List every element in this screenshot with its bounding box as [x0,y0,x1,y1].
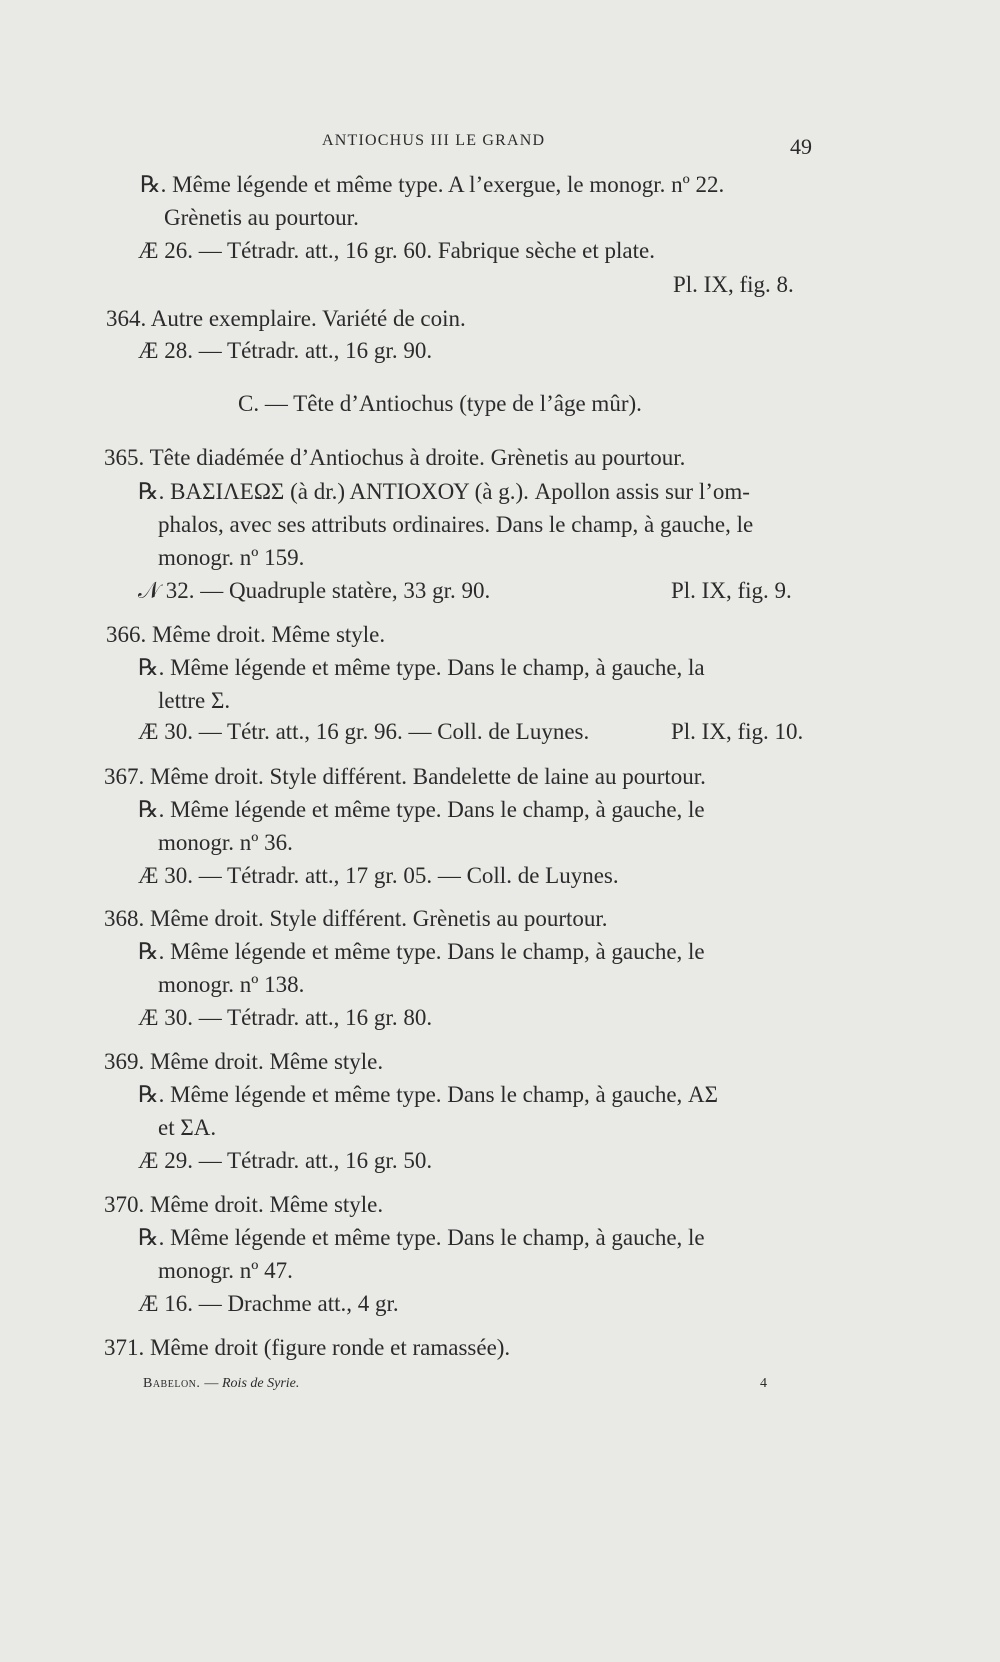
plate-reference: Pl. IX, fig. 10. [671,719,804,744]
section-heading: C. — Tête d’Antiochus (type de l’âge mûr). [238,391,642,416]
text-line: Æ 30. — Tétr. att., 16 gr. 96. — Coll. de Luynes. [138,719,590,744]
text-line: Æ 29. — Tétradr. att., 16 gr. 50. [138,1148,433,1173]
text-line: 𝒩 32. — Quadruple statère, 33 gr. 90. [138,578,491,603]
page-number: 49 [790,134,812,159]
text-line: Æ 16. — Drachme att., 4 gr. [138,1291,399,1316]
plate-reference: Pl. IX, fig. 8. [673,272,794,297]
text-line: monogr. nº 138. [158,972,305,997]
text-line: Æ 30. — Tétradr. att., 17 gr. 05. — Coll. de Luynes. [138,863,619,888]
entry-371: 371. Même droit (figure ronde et ramassée). [104,1335,511,1360]
text-line: ℞. Même légende et même type. Dans le champ, à gauche, ΑΣ [138,1082,719,1107]
text-line: ℞. ΒΑΣΙΛΕΩΣ (à dr.) ΑΝΤΙΟΧΟΥ (à g.). Apollon assis sur l’om- [138,479,750,504]
text-line: monogr. nº 159. [158,545,305,570]
text-line: Æ 26. — Tétradr. att., 16 gr. 60. Fabrique sèche et plate. [138,238,655,263]
entry-370: 370. Même droit. Même style. [104,1192,384,1217]
entry-367: 367. Même droit. Style différent. Bandelette de laine au pourtour. [104,764,706,789]
text-line: ℞. Même légende et même type. Dans le champ, à gauche, le [138,1225,705,1250]
entry-365: 365. Tête diadémée d’Antiochus à droite. Grènetis au pourtour. [104,445,686,470]
text-line: ℞. Même légende et même type. Dans le champ, à gauche, le [138,939,705,964]
text-line: lettre Σ. [158,688,231,713]
text-line: monogr. nº 47. [158,1258,293,1283]
plate-reference: Pl. IX, fig. 9. [671,578,792,603]
text-line: et ΣΑ. [158,1115,217,1140]
entry-364: 364. Autre exemplaire. Variété de coin. [106,306,466,331]
text-line: Grènetis au pourtour. [164,205,359,230]
footer-title: Rois de Syrie. [222,1376,300,1391]
signature-mark: 4 [760,1376,767,1391]
text-line: monogr. nº 36. [158,830,293,855]
text-line: phalos, avec ses attributs ordinaires. Dans le champ, à gauche, le [158,512,754,537]
text-line: Æ 30. — Tétradr. att., 16 gr. 80. [138,1005,433,1030]
text-line: ℞. Même légende et même type. Dans le champ, à gauche, la [138,655,705,680]
entry-366: 366. Même droit. Même style. [106,622,386,647]
text-line: Æ 28. — Tétradr. att., 16 gr. 90. [138,338,433,363]
running-title: ANTIOCHUS III LE GRAND [322,132,546,149]
footer-author: Babelon. — [143,1376,219,1391]
entry-368: 368. Même droit. Style différent. Grènetis au pourtour. [104,906,608,931]
text-line: ℞. Même légende et même type. A l’exergue, le monogr. nº 22. [140,172,725,197]
text-line: ℞. Même légende et même type. Dans le champ, à gauche, le [138,797,705,822]
entry-369: 369. Même droit. Même style. [104,1049,384,1074]
